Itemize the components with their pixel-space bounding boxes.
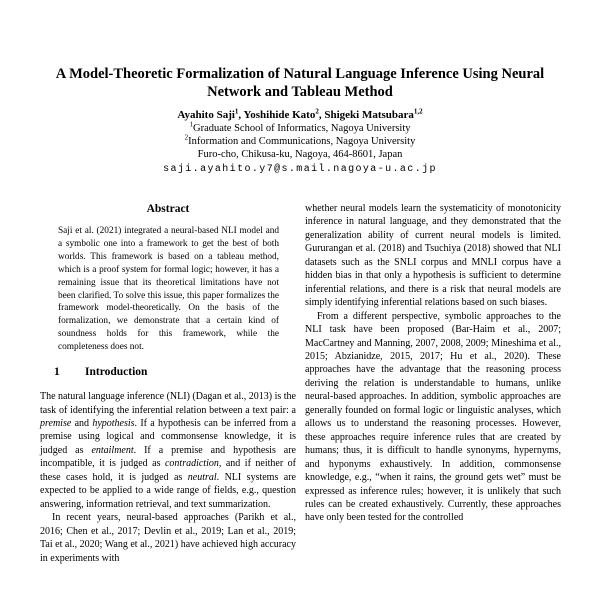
affiliation-2: $^2$Information and Communications, Nagoya University [184, 133, 416, 147]
right-paragraph-1: whether neural models learn the systematicity of monotonicity inference in natural language, and they demonstrated that the generalization ability of current neural models is limited. Gururangan et al. (2018) and Tsuchiya (2018) showed that NLI datasets such as the SNLI corpus and MNLI corpus have a hidden bias in that only a hypothesis is sufficient to determine inferential relations, and there is a risk that neural models are simply identifying inferential relations based on such biases. [305, 203, 561, 309]
section-number: 1 [54, 366, 60, 379]
abstract-text: Saji et al. (2021) integrated a neural-based NLI model and a symbolic one into a framework to get the best of both worlds. This framework is based on a tableau method, which is a proof system for formal logic; however, it has a remaining issue that its theoretical limitations have not been clarified. To solve this issue, this paper formalizes the framework model-theoretically. On the basis of the formalization, we demonstrate that a certain kind of soundness holds for this framework, while the completeness does not. [58, 226, 279, 353]
author-line: Ayahito Saji$^1$, Yoshihide Kato$^2$, Shigeki Matsubara$^{1,2}$ [177, 107, 423, 121]
email-address: saji.ayahito.y7@s.mail.nagoya-u.ac.jp [163, 164, 437, 175]
paper-title: A Model-Theoretic Formalization of Natural Language Inference Using Neural Network and Tableau Method [55, 66, 545, 100]
left-column [40, 202, 296, 565]
section-heading-introduction [40, 365, 296, 379]
section-title: Introduction [85, 366, 148, 379]
paper-header [0, 66, 600, 176]
right-paragraph-2: From a different perspective, symbolic approaches to the NLI task have been proposed (Bar-Haim et al., 2007; MacCartney and Manning, 2007, 2008, 2009; Mineshima et al., 2015; Abzianidze, 2015, 2017; Hu et al., 2020). These approaches have the advantage that the reasoning process deriving the relation is understandable to humans, unlike neural-based approaches. In addition, symbolic approaches are generally founded on formal logic or linguistic analyses, which allows us to understand the reasoning processes. However, these approaches require inference rules that are created by humans; thus, it is difficult to handle synonyms, hypernyms, and hyponyms exhaustively. In addition, commonsense knowledge, e.g., “when it rains, the ground gets wet” must be expressed as inference rules; however, it is unlikely that such rules can be created exhaustively. Currently, these approaches have only been tested for the controlled [305, 310, 561, 524]
right-column [305, 202, 561, 525]
intro-paragraph-2: In recent years, neural-based approaches (Parikh et al., 2016; Chen et al., 2017; Devlin et al., 2019; Lan et al., 2019; Tai et al., 2020; Wang et al., 2021) have achieved high accuracy in experiments with [40, 512, 296, 564]
affiliation-1: $^1$Graduate School of Informatics, Nagoya University [189, 120, 411, 134]
abstract-heading: Abstract [146, 203, 190, 215]
intro-paragraph-1: The natural language inference (NLI) (Dagan et al., 2013) is the task of identifying the inferential relation between a text pair: a premise and hypothesis. If a hypothesis can be inferred from a premise using logical and commonsense knowledge, it is judged as entailment. If a premise and hypothesis are incompatible, it is judged as contradiction, and if neither of these cases hold, it is judged as neutral. NLI systems are expected to be applied to a wide range of fields, e.g., question answering, information retrieval, and text summarization. [40, 391, 297, 510]
address-line: Furo-cho, Chikusa-ku, Nagoya, 464-8601, Japan [197, 149, 403, 160]
